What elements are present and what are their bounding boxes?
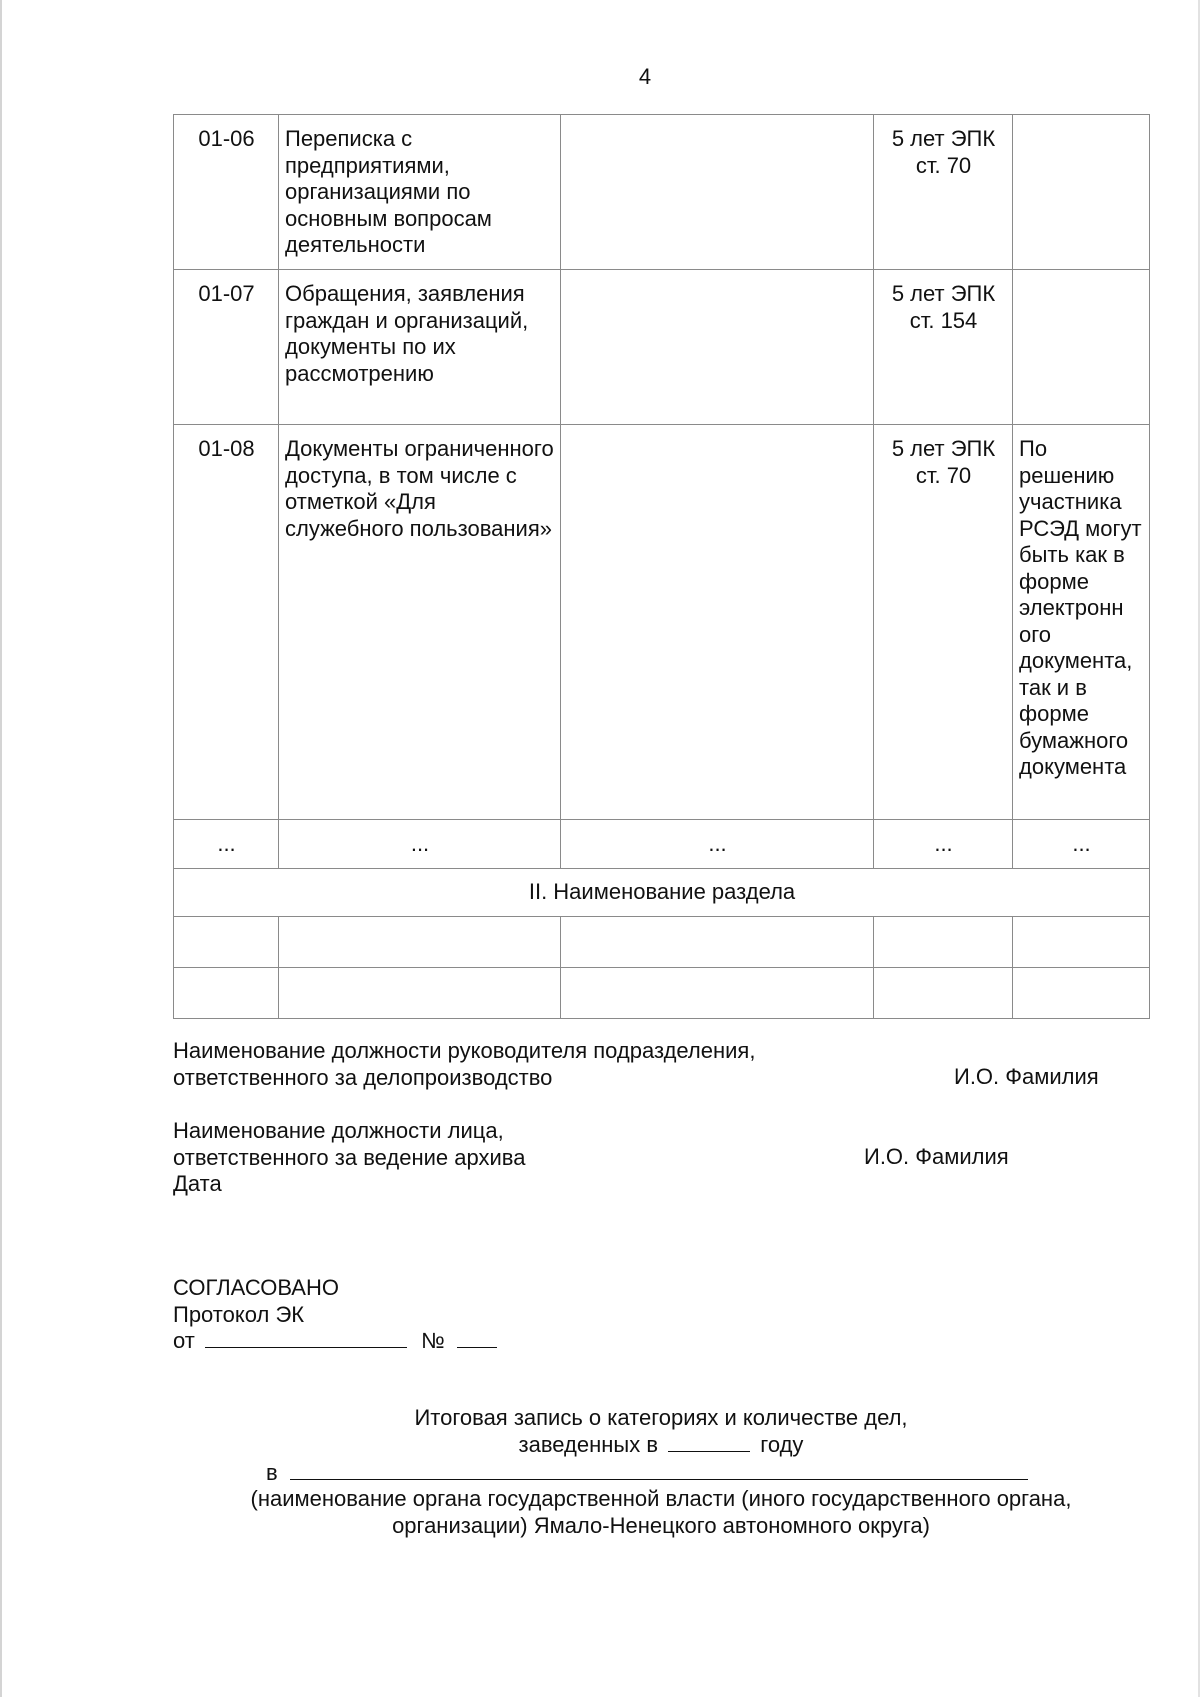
empty-cell bbox=[279, 968, 561, 1019]
in-label: в bbox=[266, 1460, 278, 1485]
organ-blank bbox=[290, 1463, 1028, 1480]
date-label: Дата bbox=[173, 1171, 222, 1196]
empty-cell bbox=[279, 917, 561, 968]
case-count bbox=[561, 425, 874, 820]
archive-position-line: Наименование должности лица, bbox=[173, 1118, 504, 1143]
empty-cell bbox=[1013, 917, 1150, 968]
retention-term-period: 5 лет ЭПК bbox=[891, 126, 996, 151]
empty-cell bbox=[1013, 968, 1150, 1019]
approval-block bbox=[173, 1275, 497, 1355]
retention-term-article: ст. 70 bbox=[915, 152, 972, 178]
archive-name: И.О. Фамилия bbox=[864, 1144, 1009, 1169]
case-note bbox=[1013, 270, 1150, 425]
case-note bbox=[1013, 115, 1150, 270]
case-count bbox=[561, 270, 874, 425]
head-position-line: ответственного за делопроизводство bbox=[173, 1064, 553, 1090]
summary-heading bbox=[173, 1405, 1149, 1458]
case-title: Переписка с предприятиями, организациями по основным вопросам деятельности bbox=[279, 115, 561, 270]
ellipsis-cell: ... bbox=[561, 820, 874, 869]
page-number: 4 bbox=[638, 64, 652, 89]
head-name: И.О. Фамилия bbox=[954, 1064, 1099, 1089]
caption-line: организации) Ямало-Ненецкого автономного округа) bbox=[392, 1512, 930, 1538]
summary-line bbox=[173, 1432, 1149, 1459]
empty-cell bbox=[174, 917, 279, 968]
empty-cell bbox=[874, 968, 1013, 1019]
table-row bbox=[174, 115, 1150, 270]
table-row bbox=[174, 425, 1150, 820]
organ-caption bbox=[173, 1486, 1149, 1539]
table-row bbox=[174, 270, 1150, 425]
retention-term-article: ст. 70 bbox=[915, 462, 972, 488]
empty-row bbox=[174, 968, 1150, 1019]
case-index: 01-08 bbox=[174, 425, 279, 820]
from-label: от bbox=[173, 1328, 195, 1353]
retention-term-article: ст. 154 bbox=[909, 307, 978, 333]
retention-term bbox=[874, 115, 1013, 270]
archive-position bbox=[173, 1118, 525, 1198]
archive-position-line: ответственного за ведение архива bbox=[173, 1144, 526, 1170]
case-index: 01-06 bbox=[174, 115, 279, 270]
page-left-edge bbox=[0, 0, 2, 1697]
caption-line: (наименование органа государственной власти (иного государственного органа, bbox=[250, 1486, 1072, 1511]
head-position bbox=[173, 1038, 755, 1091]
date-blank bbox=[205, 1331, 407, 1348]
ellipsis-cell: ... bbox=[874, 820, 1013, 869]
case-index: 01-07 bbox=[174, 270, 279, 425]
summary-year-suffix: году bbox=[760, 1431, 804, 1457]
case-title: Документы ограниченного доступа, в том числе с отметкой «Для служебного пользования» bbox=[279, 425, 561, 820]
case-title: Обращения, заявления граждан и организаций, документы по их рассмотрению bbox=[279, 270, 561, 425]
approval-heading: СОГЛАСОВАНО bbox=[173, 1275, 339, 1300]
approval-date-line bbox=[173, 1328, 497, 1355]
case-count bbox=[561, 115, 874, 270]
ellipsis-row bbox=[174, 820, 1150, 869]
section-title: II. Наименование раздела bbox=[174, 869, 1150, 917]
year-blank bbox=[668, 1435, 750, 1452]
number-blank bbox=[457, 1331, 497, 1348]
retention-term bbox=[874, 425, 1013, 820]
summary-year-label: заведенных в bbox=[518, 1431, 659, 1457]
retention-term bbox=[874, 270, 1013, 425]
empty-cell bbox=[561, 917, 874, 968]
empty-cell bbox=[174, 968, 279, 1019]
approval-protocol: Протокол ЭК bbox=[173, 1301, 305, 1327]
retention-term-period: 5 лет ЭПК bbox=[891, 436, 996, 461]
case-note: По решению участника РСЭД могут быть как в форме электронн ого документа, так и в форме бумажного документа bbox=[1013, 425, 1150, 820]
empty-cell bbox=[874, 917, 1013, 968]
organ-line bbox=[266, 1460, 1028, 1487]
head-position-line: Наименование должности руководителя подразделения, bbox=[173, 1038, 756, 1063]
ellipsis-cell: ... bbox=[174, 820, 279, 869]
empty-cell bbox=[561, 968, 874, 1019]
number-label: № bbox=[421, 1328, 445, 1353]
ellipsis-cell: ... bbox=[1013, 820, 1150, 869]
nomenclature-table bbox=[173, 114, 1150, 1019]
ellipsis-cell: ... bbox=[279, 820, 561, 869]
summary-line: Итоговая запись о категориях и количестве дел, bbox=[414, 1405, 908, 1430]
empty-row bbox=[174, 917, 1150, 968]
retention-term-period: 5 лет ЭПК bbox=[891, 281, 996, 306]
section-row bbox=[174, 869, 1150, 917]
